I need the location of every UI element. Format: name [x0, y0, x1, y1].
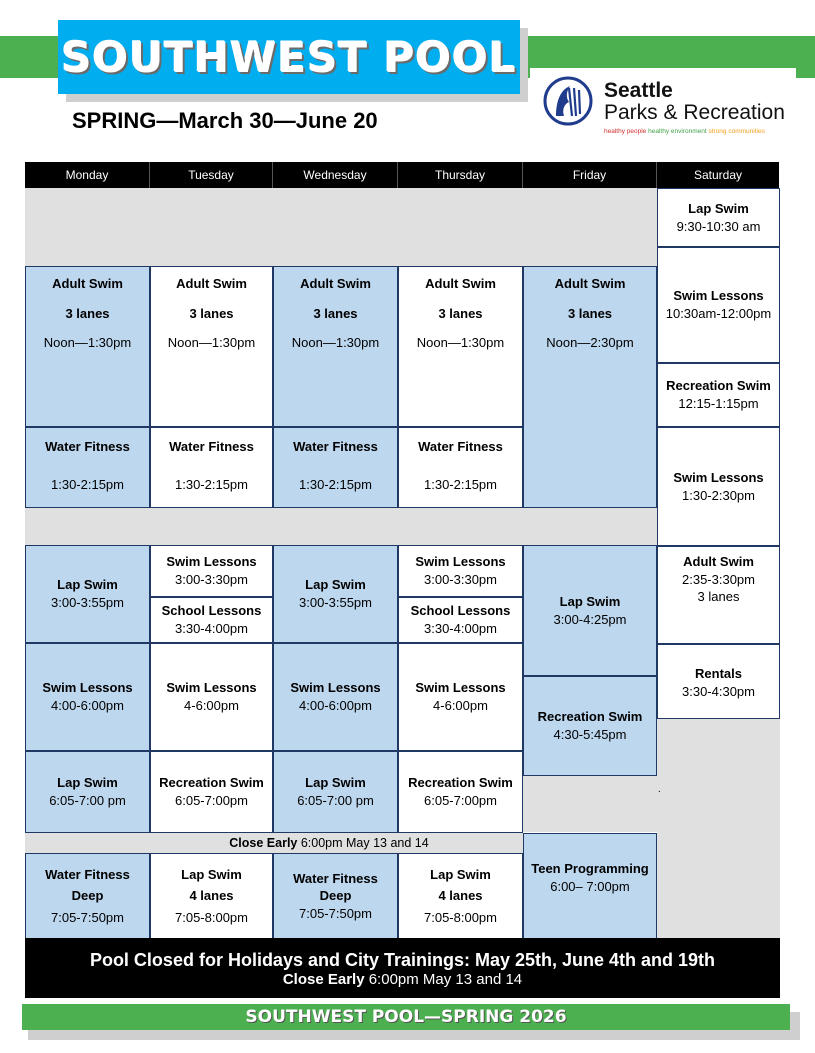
closure-early — [25, 971, 780, 989]
session-lanes: 3 lanes — [65, 305, 110, 321]
mon-swim-lessons — [25, 643, 150, 751]
session-name: Teen Programming — [531, 861, 649, 876]
tue-swim-lessons — [150, 643, 273, 751]
session-lanes: 3 lanes — [189, 305, 234, 321]
page-title: SOUTHWEST POOL — [61, 32, 517, 82]
session-time: 3:00-3:30pm — [424, 572, 497, 587]
session-time: 3:30-4:30pm — [682, 683, 755, 699]
session-name: Lap Swim — [305, 775, 366, 791]
tue-swim-lessons-3pm — [150, 545, 273, 597]
title-banner — [58, 20, 520, 94]
closure-early-label: Close Early — [282, 971, 365, 988]
mon-water-fitness — [25, 427, 150, 508]
session-time: 4-6:00pm — [184, 698, 239, 713]
session-name: School Lessons — [410, 603, 511, 619]
session-time: 7:05-8:00pm — [175, 909, 248, 925]
session-name: Recreation Swim — [408, 775, 513, 791]
session-name: Adult Swim — [176, 276, 247, 291]
session-name: Swim Lessons — [415, 680, 506, 696]
session-name: Lap Swim — [688, 200, 749, 216]
session-name: Recreation Swim — [159, 775, 264, 791]
session-time: 3:30-4:00pm — [424, 621, 497, 636]
session-name: Swim Lessons — [673, 288, 764, 304]
day-header-tuesday: Tuesday — [150, 162, 273, 188]
fri-lap-swim — [523, 545, 657, 676]
day-header-thursday: Thursday — [398, 162, 523, 188]
tagline-part: healthy people — [604, 128, 647, 135]
sat-swim-lessons-morning — [657, 247, 780, 363]
footer-title: SOUTHWEST POOL—SPRING 2026 — [245, 1007, 567, 1027]
mon-adult-swim — [25, 266, 150, 427]
session-name: Adult Swim — [52, 276, 123, 291]
session-name: Adult Swim — [683, 554, 754, 569]
tagline-part: healthy environment — [648, 128, 707, 135]
session-time: Noon—1:30pm — [43, 335, 132, 351]
session-name: Swim Lessons — [166, 680, 257, 696]
session-time: 6:05-7:00 pm — [297, 793, 374, 808]
session-time: 3:00-3:30pm — [175, 572, 248, 587]
sat-adult-swim — [657, 546, 780, 644]
session-name: Adult Swim — [554, 276, 626, 291]
thu-recreation-swim — [398, 751, 523, 833]
session-time: 6:05-7:00pm — [175, 793, 248, 808]
session-time: 7:05-7:50pm — [51, 909, 124, 925]
header-accent-bar-left — [0, 36, 60, 78]
tue-lap-swim-4-lanes — [150, 853, 273, 939]
close-early-details: 6:00pm May 13 and 14 — [297, 836, 429, 850]
session-time: 10:30am-12:00pm — [665, 306, 772, 321]
closure-early-details: 6:00pm May 13 and 14 — [364, 971, 523, 988]
session-name: Lap Swim — [57, 775, 118, 791]
sat-rentals — [657, 644, 780, 719]
session-time: 6:05-7:00pm — [424, 793, 497, 808]
session-subname: Deep — [71, 888, 104, 904]
session-time: 12:15-1:15pm — [678, 396, 759, 411]
session-name: Water Fitness — [45, 866, 130, 882]
session-name: Swim Lessons — [42, 680, 133, 696]
session-time: 1:30-2:15pm — [51, 476, 124, 492]
session-subname: Deep — [319, 888, 352, 904]
session-name: Lap Swim — [181, 866, 242, 882]
session-name: Swim Lessons — [673, 469, 764, 485]
thu-adult-swim — [398, 266, 523, 427]
session-name: Lap Swim — [305, 577, 366, 593]
closed-afternoon-block — [25, 508, 657, 545]
session-lanes: 3 lanes — [697, 589, 740, 605]
tue-recreation-swim — [150, 751, 273, 833]
fri-teen-programming — [523, 833, 657, 939]
closure-holidays: Pool Closed for Holidays and City Trainings: May 25th, June 4th and 19th — [89, 950, 716, 970]
session-lanes: 3 lanes — [313, 305, 358, 321]
session-time: 3:30-4:00pm — [175, 621, 248, 636]
logo-parks-recreation: Parks & Recreation — [604, 101, 785, 124]
session-time: Noon—1:30pm — [167, 335, 256, 351]
closed-morning-block — [25, 188, 657, 266]
session-name: Rentals — [695, 666, 742, 681]
closure-banner — [25, 938, 780, 998]
session-name: Recreation Swim — [537, 709, 643, 725]
session-name: Recreation Swim — [666, 378, 771, 394]
friday-gap-block — [523, 776, 657, 832]
session-lanes: 4 lanes — [189, 888, 234, 904]
tue-water-fitness — [150, 427, 273, 508]
session-name: Adult Swim — [300, 276, 371, 291]
mon-water-fitness-deep — [25, 853, 150, 939]
session-time: 6:05-7:00 pm — [49, 793, 126, 808]
stray-dot: . — [658, 784, 661, 795]
session-time: 4-6:00pm — [433, 698, 488, 713]
session-time: Noon—2:30pm — [546, 335, 634, 351]
thu-water-fitness — [398, 427, 523, 508]
session-time: 2:35-3:30pm — [682, 571, 755, 587]
thu-lap-swim-4-lanes — [398, 853, 523, 939]
sat-recreation-swim — [657, 363, 780, 427]
session-time: 9:30-10:30 am — [676, 218, 761, 234]
session-lanes: 4 lanes — [438, 888, 483, 904]
day-header-monday: Monday — [25, 162, 150, 188]
session-time: 7:05-8:00pm — [424, 909, 497, 925]
session-name: Water Fitness — [418, 439, 503, 454]
sat-lap-swim — [657, 188, 780, 247]
fri-adult-swim — [523, 266, 657, 508]
season-dates: SPRING—March 30—June 20 — [72, 108, 378, 133]
footer-bar — [22, 1004, 790, 1030]
wed-swim-lessons — [273, 643, 398, 751]
session-time: 1:30-2:30pm — [682, 487, 755, 503]
session-name: School Lessons — [161, 603, 262, 619]
day-header-friday: Friday — [523, 162, 657, 188]
session-name: Water Fitness — [45, 439, 130, 454]
session-name: Lap Swim — [57, 577, 118, 593]
seattle-seal-icon — [542, 76, 594, 126]
session-name: Lap Swim — [559, 593, 621, 609]
sat-swim-lessons-afternoon — [657, 427, 780, 546]
tagline-part: strong communities — [708, 128, 765, 135]
mon-lap-swim — [25, 545, 150, 643]
session-name: Swim Lessons — [290, 680, 381, 696]
close-early-note — [25, 833, 523, 853]
wed-lap-swim — [273, 545, 398, 643]
wed-water-fitness — [273, 427, 398, 508]
saturday-closed-block — [657, 718, 780, 938]
session-time: 4:00-6:00pm — [299, 698, 372, 713]
logo-seattle: Seattle — [604, 79, 673, 102]
session-time: 1:30-2:15pm — [424, 476, 497, 492]
session-name: Water Fitness — [293, 439, 378, 454]
close-early-label: Close Early — [229, 836, 298, 850]
session-time: Noon—1:30pm — [416, 335, 505, 351]
session-time: 3:00-3:55pm — [299, 595, 372, 610]
session-time: 6:00– 7:00pm — [550, 878, 630, 894]
thu-swim-lessons — [398, 643, 523, 751]
session-name: Swim Lessons — [415, 554, 506, 570]
tue-adult-swim — [150, 266, 273, 427]
session-time: 4:30-5:45pm — [553, 727, 627, 742]
session-lanes: 3 lanes — [567, 305, 613, 321]
wed-water-fitness-deep — [273, 853, 398, 939]
session-time: 4:00-6:00pm — [51, 698, 124, 713]
session-time: Noon—1:30pm — [291, 335, 380, 351]
session-name: Water Fitness — [293, 870, 378, 886]
thu-swim-lessons-3pm — [398, 545, 523, 597]
thu-school-lessons — [398, 597, 523, 643]
session-name: Lap Swim — [430, 866, 491, 882]
logo-tagline — [604, 128, 765, 135]
session-time: 3:00-4:25pm — [553, 611, 627, 627]
fri-recreation-swim — [523, 676, 657, 776]
wed-adult-swim — [273, 266, 398, 427]
day-header-wednesday: Wednesday — [273, 162, 398, 188]
session-name: Water Fitness — [169, 439, 254, 454]
session-time: 1:30-2:15pm — [299, 476, 372, 492]
session-time: 3:00-3:55pm — [51, 595, 124, 610]
wed-lap-swim-evening — [273, 751, 398, 833]
session-time: 1:30-2:15pm — [175, 476, 248, 492]
mon-lap-swim-evening — [25, 751, 150, 833]
tue-school-lessons — [150, 597, 273, 643]
session-lanes: 3 lanes — [438, 305, 483, 321]
day-header-saturday: Saturday — [657, 162, 779, 188]
session-name: Swim Lessons — [166, 554, 257, 570]
session-name: Adult Swim — [425, 276, 496, 291]
session-time: 7:05-7:50pm — [299, 905, 372, 921]
